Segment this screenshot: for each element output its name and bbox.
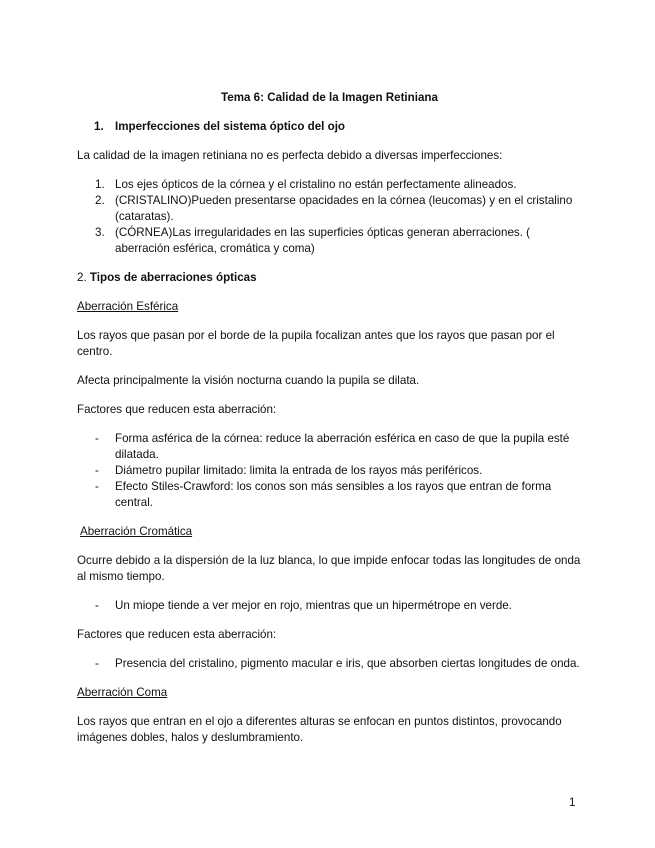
list-item xyxy=(77,431,582,463)
section-1-heading-text: Imperfecciones del sistema óptico del ojo xyxy=(115,120,346,133)
list-dash: - xyxy=(95,432,99,445)
list-item-text: (CRISTALINO)Pueden presentarse opacidades en la córnea (leucomas) y en el cristalino (cataratas). xyxy=(115,194,573,223)
spherical-paragraph-1: Los rayos que pasan por el borde de la pupila focalizan antes que los rayos que pasan por el centro. xyxy=(77,329,555,358)
list-item-text: Efecto Stiles-Crawford: los conos son más sensibles a los rayos que entran de forma central. xyxy=(115,480,552,509)
section-2-heading xyxy=(77,270,582,286)
list-item-text: (CÓRNEA)Las irregularidades en las superficies ópticas generan aberraciones. ( aberración esférica, cromática y coma) xyxy=(115,226,530,255)
list-item-text: Los ejes ópticos de la córnea y el cristalino no están perfectamente alineados. xyxy=(115,178,517,191)
spherical-aberration-heading: Aberración Esférica xyxy=(77,300,179,313)
section-1-number: 1. xyxy=(94,120,104,133)
section-2-heading-text: Tipos de aberraciones ópticas xyxy=(89,271,257,284)
list-dash: - xyxy=(95,480,99,493)
imperfections-list xyxy=(77,177,582,257)
list-item xyxy=(77,463,582,479)
list-item-number: 2. xyxy=(95,194,105,207)
section-1-intro: La calidad de la imagen retiniana no es perfecta debido a diversas imperfecciones: xyxy=(77,149,503,162)
list-item-text: Un miope tiende a ver mejor en rojo, mientras que un hipermétrope en verde. xyxy=(115,599,512,612)
list-dash: - xyxy=(95,464,99,477)
chromatic-paragraph-1: Ocurre debido a la dispersión de la luz blanca, lo que impide enfocar todas las longitudes de onda al mismo tiempo. xyxy=(77,554,581,583)
list-item xyxy=(77,656,582,672)
list-item xyxy=(77,598,582,614)
chromatic-factors-label: Factores que reducen esta aberración: xyxy=(77,628,277,641)
list-item xyxy=(77,177,582,193)
chromatic-factors-list xyxy=(77,656,582,672)
list-item-text: Presencia del cristalino, pigmento macular e iris, que absorben ciertas longitudes de onda. xyxy=(115,657,580,670)
page-content xyxy=(77,90,582,746)
chromatic-aberration-heading: Aberración Cromática xyxy=(80,525,193,538)
page-number: 1 xyxy=(569,796,576,809)
list-dash: - xyxy=(95,657,99,670)
document-title: Tema 6: Calidad de la Imagen Retiniana xyxy=(221,91,438,104)
coma-paragraph-1: Los rayos que entran en el ojo a diferentes alturas se enfocan en puntos distintos, provocando imágenes dobles, halos y deslumbramiento. xyxy=(77,715,562,744)
section-1-heading xyxy=(94,119,582,135)
coma-aberration-heading: Aberración Coma xyxy=(77,686,168,699)
chromatic-examples-list xyxy=(77,598,582,614)
spherical-factors-label: Factores que reducen esta aberración: xyxy=(77,403,277,416)
spherical-factors-list xyxy=(77,431,582,511)
list-item-number: 3. xyxy=(95,226,105,239)
list-item xyxy=(77,225,582,257)
list-item-text: Diámetro pupilar limitado: limita la entrada de los rayos más periféricos. xyxy=(115,464,483,477)
list-item-number: 1. xyxy=(95,178,105,191)
list-item xyxy=(77,193,582,225)
list-dash: - xyxy=(95,599,99,612)
list-item xyxy=(77,479,582,511)
spherical-paragraph-2: Afecta principalmente la visión nocturna cuando la pupila se dilata. xyxy=(77,374,420,387)
list-item-text: Forma asférica de la córnea: reduce la aberración esférica en caso de que la pupila esté dilatada. xyxy=(115,432,570,461)
section-2-number: 2. xyxy=(77,271,87,284)
